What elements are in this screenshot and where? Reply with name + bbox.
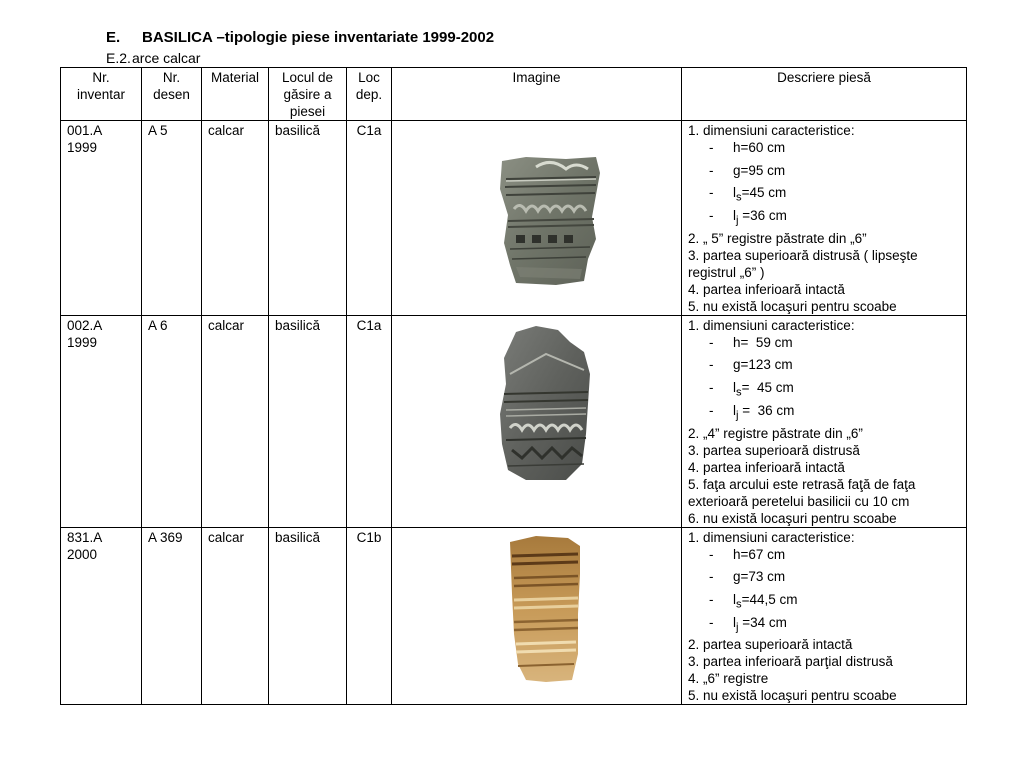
- dimension-item: - $l_j =34$ cm: [709, 614, 787, 634]
- cell-material: calcar: [202, 315, 269, 527]
- dimension-item: - $l_s= 45$ cm: [709, 380, 794, 399]
- description-item: 5. faţa arcului este retrasă faţă de faţa: [688, 476, 916, 492]
- cell-locul: basilică: [269, 121, 347, 316]
- cell-desen: A 5: [142, 121, 202, 316]
- dimension-item: - $l_j = 36$ cm: [709, 402, 795, 422]
- dimension-item: - g=123 cm: [709, 357, 793, 373]
- table-row: [61, 121, 967, 316]
- col-header-descriere: Descriere piesă: [682, 68, 967, 121]
- col-header-locul: Locul de găsire a piesei: [269, 68, 347, 121]
- dimension-item: - g=95 cm: [709, 162, 786, 178]
- cell-loc-dep: C1b: [347, 527, 392, 705]
- subheading-title: arce calcar: [132, 50, 201, 66]
- cell-description: 1. dimensiuni caracteristice: - h=60 cm - g=95 cm - $l_s=45$ cm - $l_j =36$ cm 2. „ 5” registre păstrate din „6” 3. partea superioară distrusă ( lipseşte registrul „6” ) 4. partea inferioară intactă 5. nu există locaşuri pentru scoabe: [682, 121, 967, 316]
- subheading-number: E.2.: [106, 50, 131, 66]
- description-item: 5. nu există locaşuri pentru scoabe: [688, 688, 897, 704]
- heading-title: BASILICA –tipologie piese inventariate 1999-2002: [142, 29, 495, 46]
- inventory-table: [60, 67, 967, 705]
- cell-desen: A 369: [142, 527, 202, 705]
- cell-inventar: 001.A 1999: [61, 121, 142, 316]
- limestone-arch-fragment-gray: [496, 155, 606, 287]
- description-item: 5. nu există locaşuri pentru scoabe: [688, 298, 897, 314]
- dimension-list: [688, 139, 960, 230]
- col-header-nr-inventar: Nr. inventar: [61, 68, 142, 121]
- cell-locul: basilică: [269, 315, 347, 527]
- dimension-item: - $l_s=44,5$ cm: [709, 591, 798, 611]
- description-item: 4. partea inferioară intactă: [688, 281, 845, 297]
- col-header-loc-dep: Loc dep.: [347, 68, 392, 121]
- cell-description: 1. dimensiuni caracteristice: - h= 59 cm - g=123 cm - $l_s= 45$ cm - $l_j = 36$ cm 2. „4” registre păstrate din „6” 3. partea superioară distrusă 4. partea inferioară intactă 5. faţa arcului este retrasă faţă de faţa exterioară peretelui basilicii cu 10 cm 6. nu există locaşuri pentru scoabe: [682, 315, 967, 527]
- cell-image: [392, 527, 682, 705]
- description-item: 3. partea superioară distrusă ( lipseşte: [688, 247, 918, 263]
- description-item: registrul „6” ): [688, 264, 765, 280]
- cell-loc-dep: C1a: [347, 121, 392, 316]
- dimension-list: [688, 546, 960, 637]
- dimension-item: - g=73 cm: [709, 569, 786, 585]
- description-item: 3. partea inferioară parţial distrusă: [688, 654, 893, 670]
- description-item: exterioară peretelui basilicii cu 10 cm: [688, 493, 910, 509]
- limestone-arch-fragment-dark: [496, 324, 596, 484]
- table-row: [61, 527, 967, 705]
- heading-letter: E.: [106, 29, 121, 46]
- document-subheading: [106, 50, 200, 67]
- cell-loc-dep: C1a: [347, 315, 392, 527]
- cell-image: [392, 315, 682, 527]
- dimension-item: - h=67 cm: [709, 546, 786, 562]
- cell-image: [392, 121, 682, 316]
- col-header-nr-desen: Nr. desen: [142, 68, 202, 121]
- dimension-item: - $l_j =36$ cm: [709, 208, 787, 227]
- cell-desen: A 6: [142, 315, 202, 527]
- description-item: 4. „6” registre: [688, 671, 769, 687]
- dimension-list: [688, 334, 960, 425]
- description-item: 6. nu există locaşuri pentru scoabe: [688, 510, 897, 526]
- cell-description: 1. dimensiuni caracteristice: - h=67 cm - g=73 cm - $l_s=44,5$ cm - $l_j =34$ cm 2. partea superioară intactă 3. partea inferioară parţial distrusă 4. „6” registre 5. nu există locaşuri pentru scoabe: [682, 527, 967, 705]
- col-header-imagine: Imagine: [392, 68, 682, 121]
- description-item: 2. „ 5” registre păstrate din „6”: [688, 230, 867, 246]
- description-item: 2. „4” registre păstrate din „6”: [688, 425, 863, 441]
- cell-material: calcar: [202, 121, 269, 316]
- cell-inventar: 002.A 1999: [61, 315, 142, 527]
- dimension-item: - h= 59 cm: [709, 334, 793, 350]
- col-header-material: Material: [202, 68, 269, 121]
- cell-material: calcar: [202, 527, 269, 705]
- dimension-item: - h=60 cm: [709, 140, 786, 155]
- table-header-row: [61, 68, 967, 121]
- description-item: 3. partea superioară distrusă: [688, 442, 860, 458]
- dimension-item: - $l_s=45$ cm: [709, 185, 787, 205]
- cell-locul: basilică: [269, 527, 347, 705]
- document-heading: [106, 29, 494, 47]
- limestone-arch-fragment-ochre: [506, 534, 582, 684]
- description-item: 4. partea inferioară intactă: [688, 459, 845, 475]
- table-row: [61, 315, 967, 527]
- description-item: 2. partea superioară intactă: [688, 637, 853, 653]
- cell-inventar: 831.A 2000: [61, 527, 142, 705]
